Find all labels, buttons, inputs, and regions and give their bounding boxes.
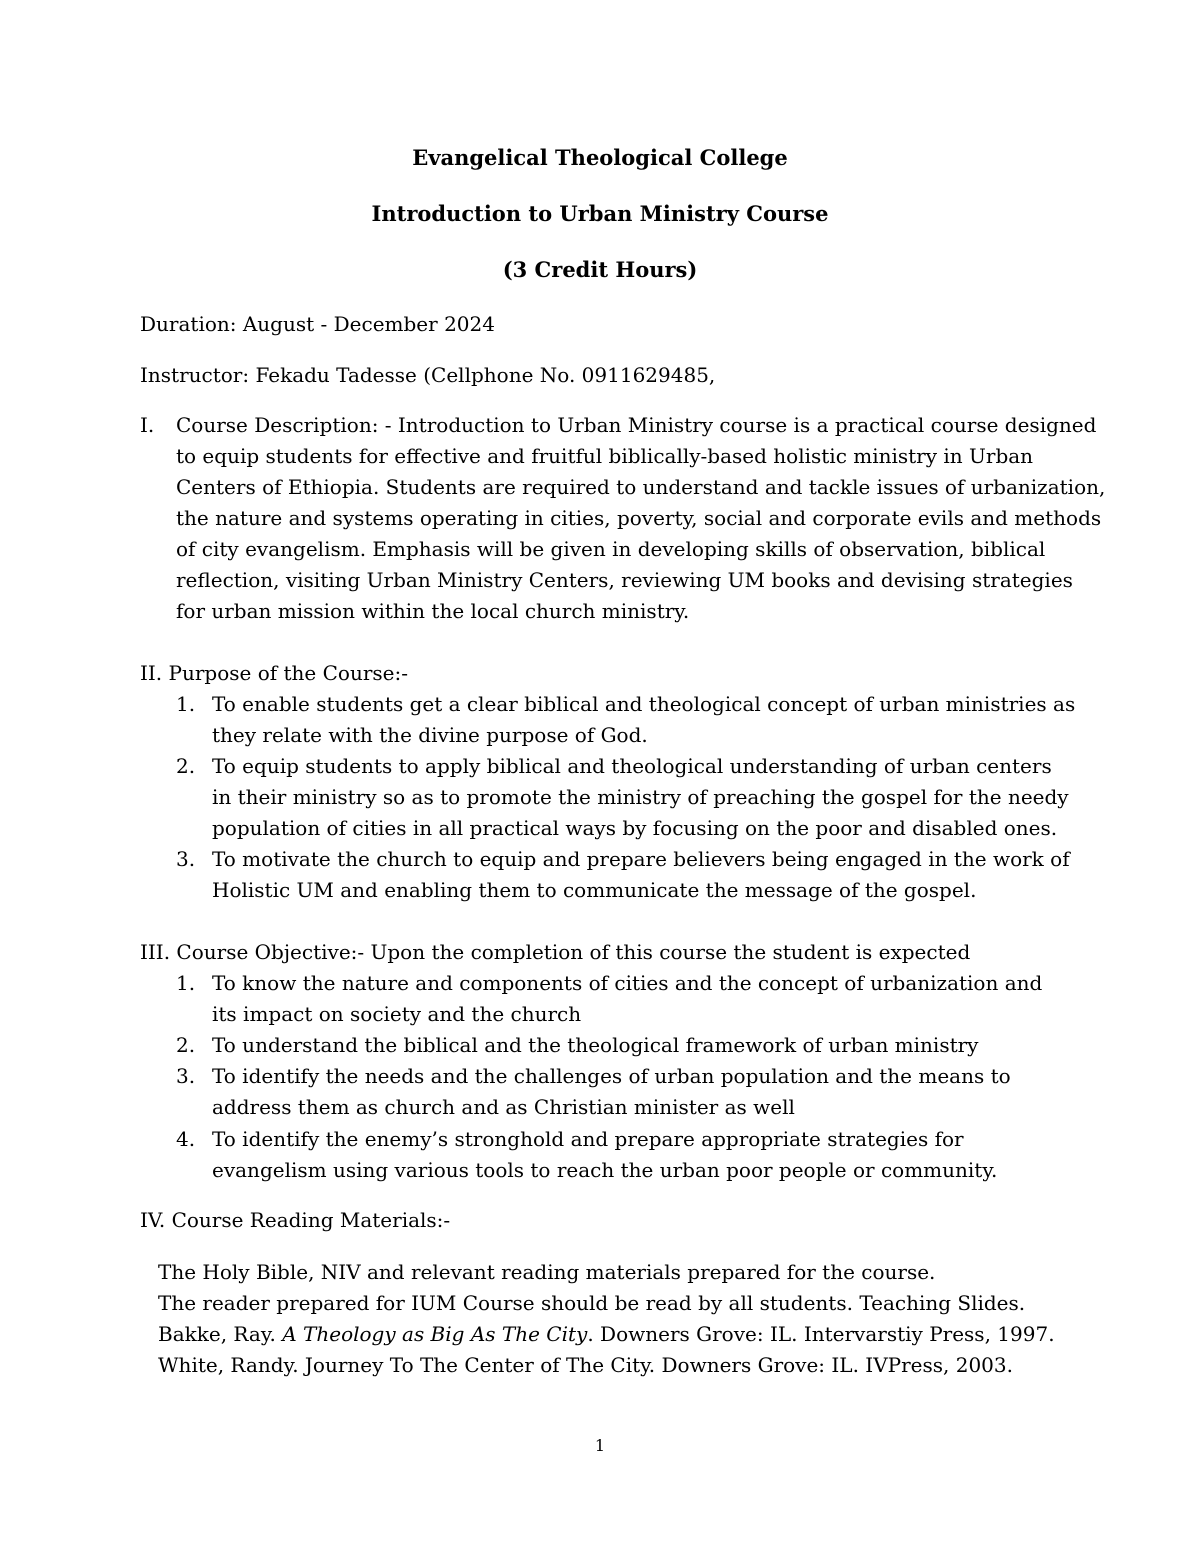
item-line: its impact on society and the church	[212, 1002, 582, 1026]
paragraph-line: Course Description: - Introduction to Urban Ministry course is a practical course designed	[176, 413, 1097, 437]
section-heading: III. Course Objective:- Upon the completion of this course the student is expected	[140, 940, 971, 964]
bakke-author: Bakke, Ray.	[158, 1322, 276, 1346]
item-number: 2.	[176, 1033, 196, 1057]
section-heading: II. Purpose of the Course:-	[140, 661, 409, 685]
item-line: Holistic UM and enabling them to communicate the message of the gospel.	[212, 878, 977, 902]
paragraph-line: to equip students for effective and fruitful biblically-based holistic ministry in Urban	[176, 444, 1034, 468]
bakke-book-title: A Theology as Big As The City	[282, 1322, 588, 1346]
item-line: evangelism using various tools to reach the urban poor people or community.	[212, 1158, 998, 1182]
reading-line: The Holy Bible, NIV and relevant reading materials prepared for the course.	[158, 1260, 936, 1284]
paragraph-line: the nature and systems operating in cities, poverty, social and corporate evils and methods	[176, 506, 1102, 530]
section-heading: IV. Course Reading Materials:-	[140, 1208, 451, 1232]
bibliography-entry-bakke	[158, 1324, 1055, 1344]
item-number: 2.	[176, 754, 196, 778]
paragraph-line: for urban mission within the local church ministry.	[176, 599, 690, 623]
item-line: To know the nature and components of cities and the concept of urbanization and	[212, 971, 1043, 995]
college-title: Evangelical Theological College	[412, 145, 788, 170]
item-line: address them as church and as Christian minister as well	[212, 1095, 795, 1119]
item-line: To identify the needs and the challenges of urban population and the means to	[212, 1064, 1011, 1088]
item-line: they relate with the divine purpose of God.	[212, 723, 648, 747]
item-line: To motivate the church to equip and prepare believers being engaged in the work of	[212, 847, 1070, 871]
paragraph-line: reflection, visiting Urban Ministry Centers, reviewing UM books and devising strategies	[176, 568, 1073, 592]
item-number: 4.	[176, 1127, 196, 1151]
item-line: in their ministry so as to promote the ministry of preaching the gospel for the needy	[212, 785, 1069, 809]
item-number: 3.	[176, 1064, 196, 1088]
item-line: To identify the enemy’s stronghold and prepare appropriate strategies for	[212, 1127, 964, 1151]
bibliography-entry-white: White, Randy. Journey To The Center of The City. Downers Grove: IL. IVPress, 2003.	[158, 1353, 1013, 1377]
item-number: 1.	[176, 692, 196, 716]
paragraph-line: Centers of Ethiopia. Students are required to understand and tackle issues of urbanization,	[176, 475, 1106, 499]
duration-line: Duration: August - December 2024	[140, 312, 495, 336]
item-line: To enable students get a clear biblical and theological concept of urban ministries as	[212, 692, 1076, 716]
item-number: 1.	[176, 971, 196, 995]
paragraph-line: of city evangelism. Emphasis will be given in developing skills of observation, biblical	[176, 537, 1046, 561]
page-number: 1	[594, 1436, 606, 1455]
course-title: Introduction to Urban Ministry Course	[371, 201, 829, 226]
item-number: 3.	[176, 847, 196, 871]
credit-hours: (3 Credit Hours)	[502, 257, 698, 282]
item-line: population of cities in all practical ways by focusing on the poor and disabled ones.	[212, 816, 1058, 840]
bakke-publication: . Downers Grove: IL. Intervarstiy Press, 1997.	[587, 1322, 1055, 1346]
reading-line: The reader prepared for IUM Course should be read by all students. Teaching Slides.	[158, 1291, 1026, 1315]
item-line: To understand the biblical and the theological framework of urban ministry	[212, 1033, 979, 1057]
item-line: To equip students to apply biblical and theological understanding of urban centers	[212, 754, 1052, 778]
section-numeral: I.	[140, 413, 155, 437]
instructor-line: Instructor: Fekadu Tadesse (Cellphone No. 0911629485,	[140, 363, 716, 387]
